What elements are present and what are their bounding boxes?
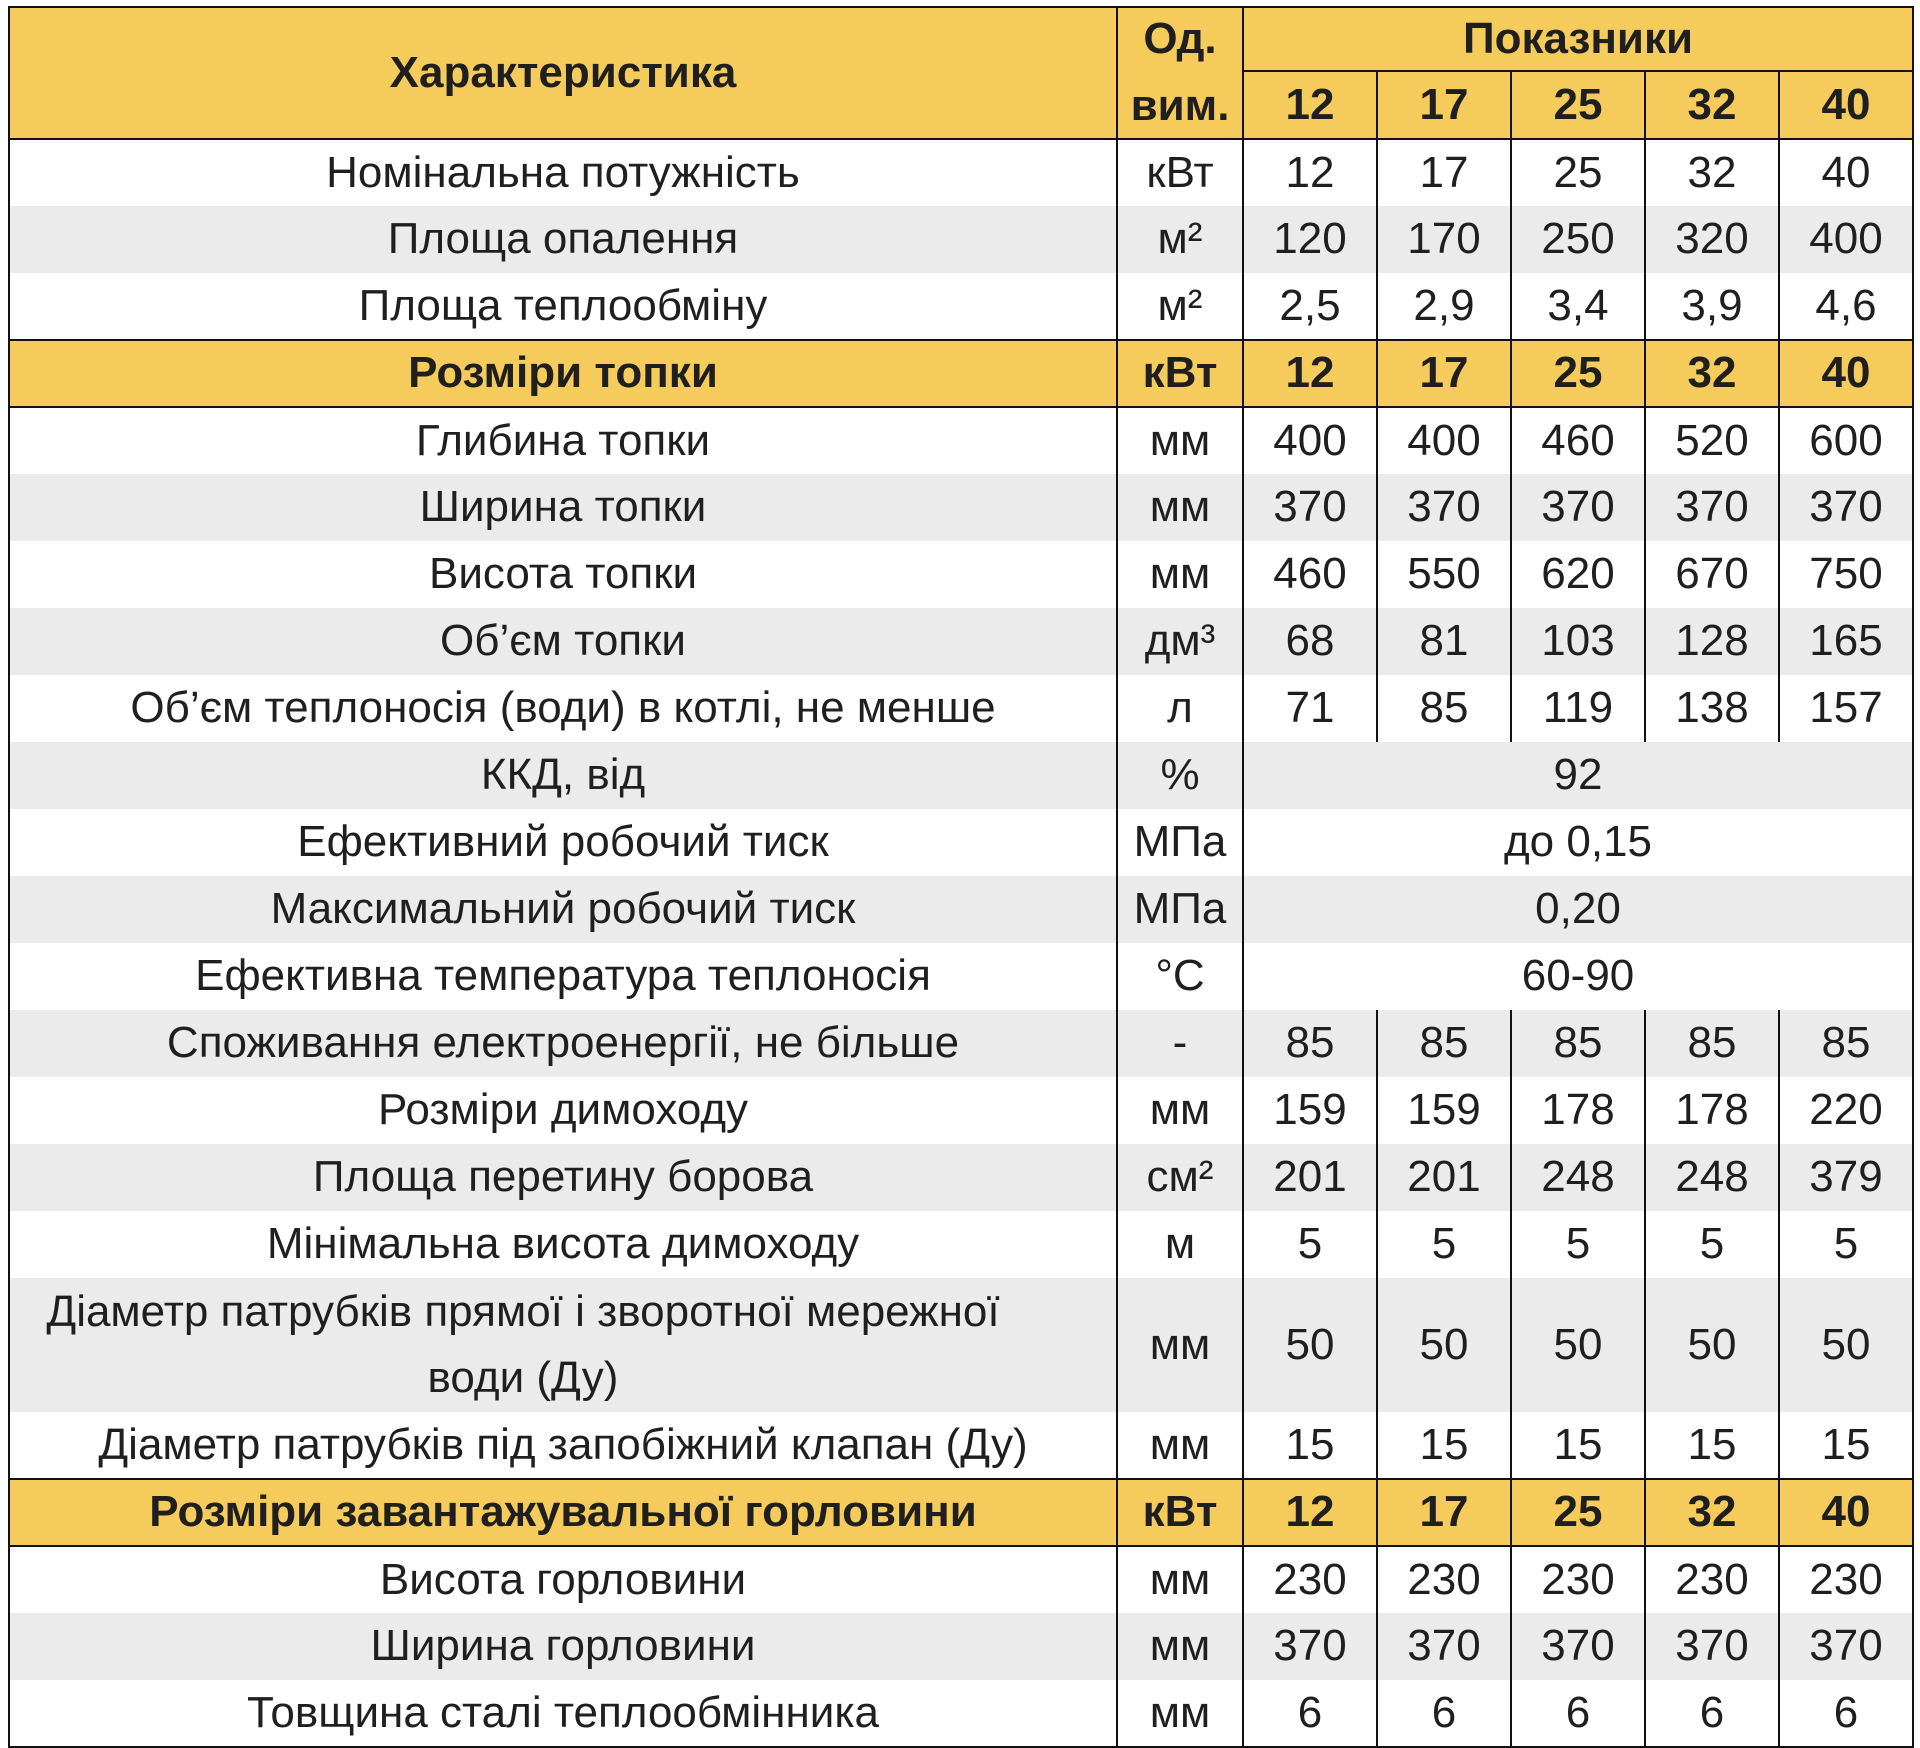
- row-value: 159: [1243, 1077, 1377, 1144]
- table-row: [9, 139, 1913, 206]
- row-value: 6: [1779, 1680, 1913, 1747]
- row-value: 40: [1779, 139, 1913, 206]
- table-row: [9, 1077, 1913, 1144]
- row-value: 600: [1779, 407, 1913, 474]
- row-value: 670: [1645, 541, 1779, 608]
- row-name: Ефективна температура теплоносія: [9, 943, 1117, 1010]
- row-unit: м²: [1117, 273, 1243, 340]
- table-row: [9, 1546, 1913, 1613]
- model-header: 25: [1511, 340, 1645, 407]
- model-header: 40: [1779, 1479, 1913, 1546]
- table-row: [9, 1412, 1913, 1479]
- row-value: 85: [1779, 1010, 1913, 1077]
- row-unit: %: [1117, 742, 1243, 809]
- row-unit: °C: [1117, 943, 1243, 1010]
- row-value: 5: [1377, 1211, 1511, 1278]
- table-row: [9, 675, 1913, 742]
- row-name: Об’єм топки: [9, 608, 1117, 675]
- table-row: [9, 876, 1913, 943]
- row-value: 370: [1779, 474, 1913, 541]
- row-value-merged: до 0,15: [1243, 809, 1913, 876]
- model-header: 32: [1645, 340, 1779, 407]
- row-name: Площа перетину борова: [9, 1144, 1117, 1211]
- row-value: 248: [1645, 1144, 1779, 1211]
- row-unit: дм³: [1117, 608, 1243, 675]
- row-value: 50: [1645, 1278, 1779, 1412]
- row-value: 5: [1243, 1211, 1377, 1278]
- row-value-merged: 0,20: [1243, 876, 1913, 943]
- table-row: [9, 273, 1913, 340]
- row-name: Площа опалення: [9, 206, 1117, 273]
- row-value: 230: [1377, 1546, 1511, 1613]
- row-name: Максимальний робочий тиск: [9, 876, 1117, 943]
- table-row: [9, 943, 1913, 1010]
- row-value: 220: [1779, 1077, 1913, 1144]
- model-header: 12: [1243, 340, 1377, 407]
- row-value: 85: [1377, 1010, 1511, 1077]
- row-value: 6: [1243, 1680, 1377, 1747]
- table-row: [9, 1278, 1913, 1412]
- row-value: 50: [1377, 1278, 1511, 1412]
- row-unit: мм: [1117, 1680, 1243, 1747]
- row-name: Ефективний робочий тиск: [9, 809, 1117, 876]
- table-row: [9, 206, 1913, 273]
- unit-header-line1: Од.: [1143, 14, 1217, 64]
- row-name: Діаметр патрубків під запобіжний клапан (Ду): [9, 1412, 1117, 1479]
- row-name: Площа теплообміну: [9, 273, 1117, 340]
- model-header: 40: [1779, 71, 1913, 139]
- row-value: 81: [1377, 608, 1511, 675]
- row-value: 5: [1645, 1211, 1779, 1278]
- row-value: 370: [1243, 1613, 1377, 1680]
- row-value: 128: [1645, 608, 1779, 675]
- characteristic-header: Характеристика: [9, 7, 1117, 139]
- row-unit: кВт: [1117, 139, 1243, 206]
- row-value: 370: [1645, 1613, 1779, 1680]
- row-value: 15: [1779, 1412, 1913, 1479]
- boiler-spec-table: [8, 6, 1914, 1748]
- row-unit: мм: [1117, 1278, 1243, 1412]
- row-value: 25: [1511, 139, 1645, 206]
- model-header: 12: [1243, 71, 1377, 139]
- row-value: 460: [1511, 407, 1645, 474]
- row-value: 5: [1779, 1211, 1913, 1278]
- row-name: Глибина топки: [9, 407, 1117, 474]
- row-value: 230: [1511, 1546, 1645, 1613]
- row-value: 50: [1511, 1278, 1645, 1412]
- row-name: Висота топки: [9, 541, 1117, 608]
- row-value: 248: [1511, 1144, 1645, 1211]
- table-row: [9, 541, 1913, 608]
- row-value: 400: [1779, 206, 1913, 273]
- row-name: Ширина топки: [9, 474, 1117, 541]
- row-value: 230: [1645, 1546, 1779, 1613]
- row-unit: мм: [1117, 407, 1243, 474]
- row-value: 400: [1243, 407, 1377, 474]
- row-value: 550: [1377, 541, 1511, 608]
- unit-header: [1117, 7, 1243, 139]
- section-title: Розміри завантажувальної горловини: [9, 1479, 1117, 1546]
- row-value: 230: [1243, 1546, 1377, 1613]
- section-unit: кВт: [1117, 340, 1243, 407]
- table-row: [9, 474, 1913, 541]
- row-value: 201: [1377, 1144, 1511, 1211]
- row-name: Об’єм теплоносія (води) в котлі, не менше: [9, 675, 1117, 742]
- model-header: 25: [1511, 1479, 1645, 1546]
- row-value: 71: [1243, 675, 1377, 742]
- row-name: Ширина горловини: [9, 1613, 1117, 1680]
- row-unit: МПа: [1117, 876, 1243, 943]
- row-value-merged: 92: [1243, 742, 1913, 809]
- row-name: Мінімальна висота димоходу: [9, 1211, 1117, 1278]
- row-value: 6: [1645, 1680, 1779, 1747]
- row-value-merged: 60-90: [1243, 943, 1913, 1010]
- row-value: 370: [1243, 474, 1377, 541]
- row-unit: мм: [1117, 1546, 1243, 1613]
- table-row: [9, 809, 1913, 876]
- row-value: 2,5: [1243, 273, 1377, 340]
- row-unit: л: [1117, 675, 1243, 742]
- row-value: 103: [1511, 608, 1645, 675]
- row-value: 165: [1779, 608, 1913, 675]
- row-unit: МПа: [1117, 809, 1243, 876]
- table-row: [9, 1144, 1913, 1211]
- row-unit: мм: [1117, 1613, 1243, 1680]
- row-value: 370: [1645, 474, 1779, 541]
- row-value: 3,9: [1645, 273, 1779, 340]
- row-unit: -: [1117, 1010, 1243, 1077]
- section-title: Розміри топки: [9, 340, 1117, 407]
- row-value: 620: [1511, 541, 1645, 608]
- row-value: 15: [1645, 1412, 1779, 1479]
- model-header: 17: [1377, 71, 1511, 139]
- model-header: 32: [1645, 1479, 1779, 1546]
- row-value: 178: [1511, 1077, 1645, 1144]
- row-value: 17: [1377, 139, 1511, 206]
- row-unit: мм: [1117, 474, 1243, 541]
- row-value: 178: [1645, 1077, 1779, 1144]
- row-value: 750: [1779, 541, 1913, 608]
- row-value: 6: [1511, 1680, 1645, 1747]
- row-value: 370: [1511, 474, 1645, 541]
- row-value: 379: [1779, 1144, 1913, 1211]
- table-row: [9, 608, 1913, 675]
- row-value: 6: [1377, 1680, 1511, 1747]
- row-value: 2,9: [1377, 273, 1511, 340]
- row-value: 370: [1511, 1613, 1645, 1680]
- row-value: 85: [1377, 675, 1511, 742]
- row-value: 119: [1511, 675, 1645, 742]
- section-header-furnace: [9, 340, 1913, 407]
- model-header: 32: [1645, 71, 1779, 139]
- row-value: 250: [1511, 206, 1645, 273]
- row-value: 370: [1377, 1613, 1511, 1680]
- table-row: [9, 1211, 1913, 1278]
- table-row: [9, 742, 1913, 809]
- row-value: 5: [1511, 1211, 1645, 1278]
- row-value: 4,6: [1779, 273, 1913, 340]
- row-value: 32: [1645, 139, 1779, 206]
- row-value: 15: [1511, 1412, 1645, 1479]
- row-name: Діаметр патрубків прямої і зворотної мережної води (Ду): [9, 1278, 1117, 1412]
- row-unit: м²: [1117, 206, 1243, 273]
- row-value: 12: [1243, 139, 1377, 206]
- row-value: 230: [1779, 1546, 1913, 1613]
- row-value: 370: [1779, 1613, 1913, 1680]
- table-row: [9, 1680, 1913, 1747]
- row-value: 138: [1645, 675, 1779, 742]
- row-value: 159: [1377, 1077, 1511, 1144]
- row-name: Споживання електроенергії, не більше: [9, 1010, 1117, 1077]
- row-value: 85: [1645, 1010, 1779, 1077]
- indicators-header: Показники: [1243, 7, 1913, 71]
- row-unit: мм: [1117, 1412, 1243, 1479]
- row-value: 201: [1243, 1144, 1377, 1211]
- row-value: 400: [1377, 407, 1511, 474]
- row-value: 15: [1243, 1412, 1377, 1479]
- row-value: 520: [1645, 407, 1779, 474]
- row-value: 3,4: [1511, 273, 1645, 340]
- row-unit: мм: [1117, 541, 1243, 608]
- row-value: 370: [1377, 474, 1511, 541]
- row-value: 157: [1779, 675, 1913, 742]
- row-value: 50: [1779, 1278, 1913, 1412]
- row-unit: см²: [1117, 1144, 1243, 1211]
- row-value: 170: [1377, 206, 1511, 273]
- row-value: 68: [1243, 608, 1377, 675]
- model-header: 40: [1779, 340, 1913, 407]
- row-value: 120: [1243, 206, 1377, 273]
- table-row: [9, 407, 1913, 474]
- row-unit: м: [1117, 1211, 1243, 1278]
- section-unit: кВт: [1117, 1479, 1243, 1546]
- row-value: 15: [1377, 1412, 1511, 1479]
- header-row-1: [9, 7, 1913, 71]
- row-name: Розміри димоходу: [9, 1077, 1117, 1144]
- unit-header-line2: вим.: [1130, 81, 1230, 130]
- section-header-hatch: [9, 1479, 1913, 1546]
- model-header: 25: [1511, 71, 1645, 139]
- model-header: 17: [1377, 340, 1511, 407]
- row-value: 85: [1511, 1010, 1645, 1077]
- row-value: 320: [1645, 206, 1779, 273]
- row-unit: мм: [1117, 1077, 1243, 1144]
- row-name: ККД, від: [9, 742, 1117, 809]
- model-header: 12: [1243, 1479, 1377, 1546]
- table-row: [9, 1613, 1913, 1680]
- table-row: [9, 1010, 1913, 1077]
- row-value: 85: [1243, 1010, 1377, 1077]
- row-value: 50: [1243, 1278, 1377, 1412]
- row-name: Номінальна потужність: [9, 139, 1117, 206]
- row-name: Товщина сталі теплообмінника: [9, 1680, 1117, 1747]
- row-name: Висота горловини: [9, 1546, 1117, 1613]
- model-header: 17: [1377, 1479, 1511, 1546]
- row-value: 460: [1243, 541, 1377, 608]
